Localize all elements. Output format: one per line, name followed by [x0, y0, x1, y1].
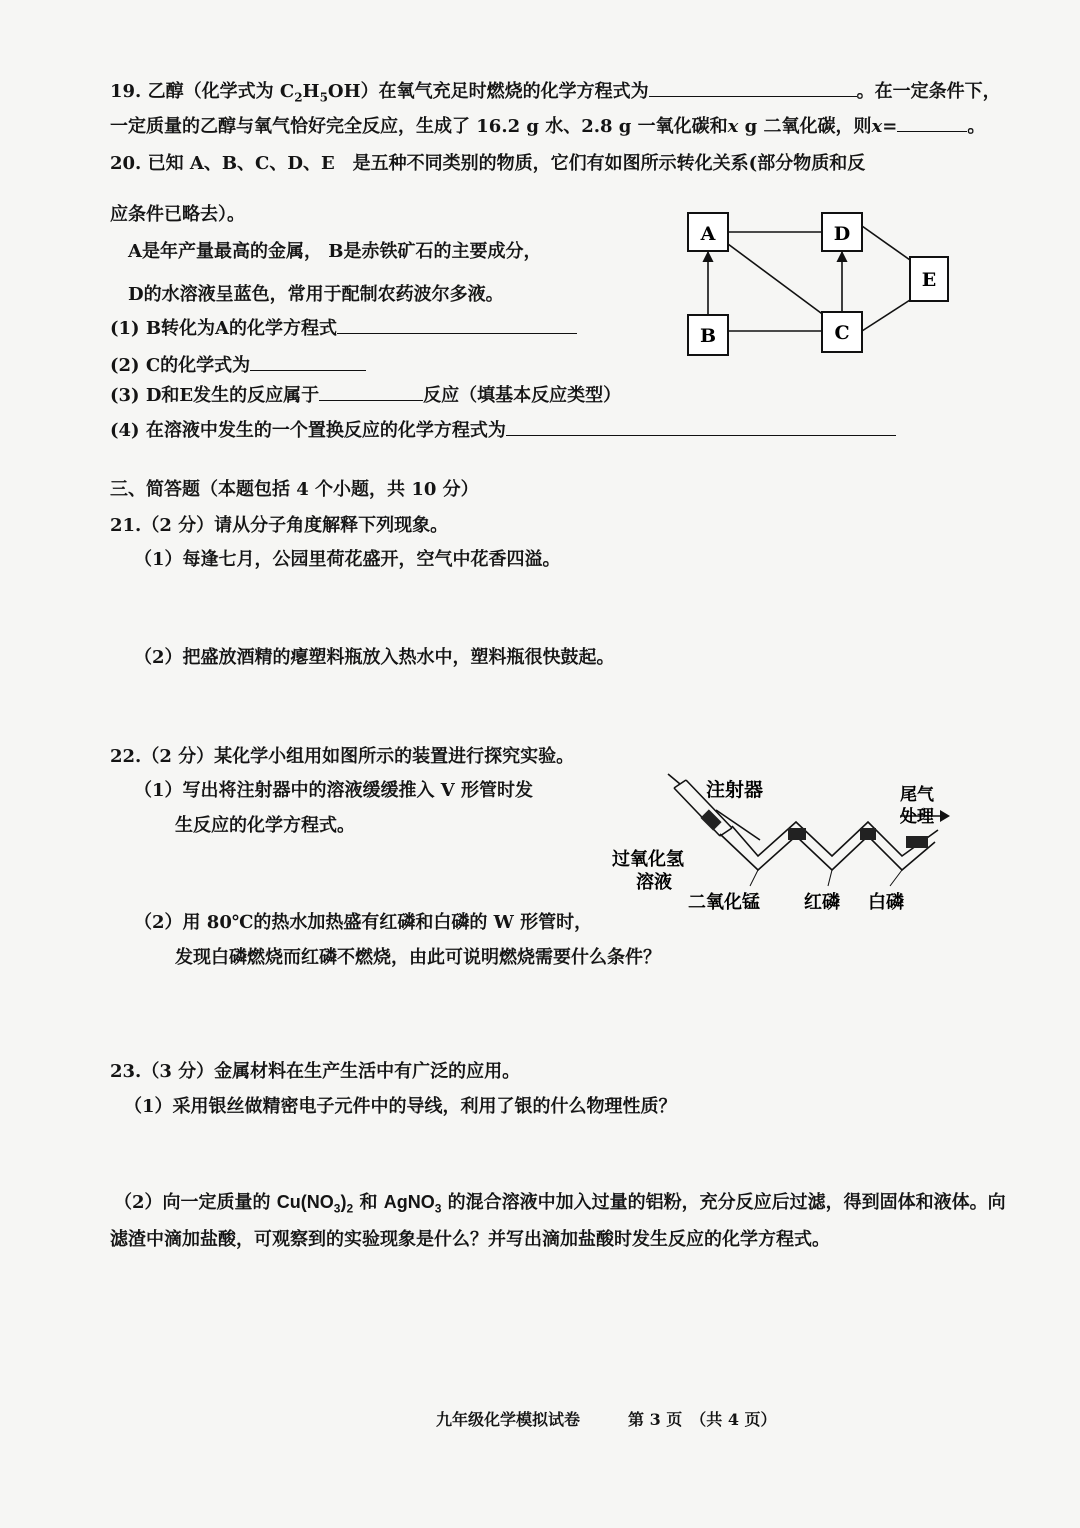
q20-part4-text: (4) 在溶液中发生的一个置换反应的化学方程式为	[110, 420, 506, 441]
edge-a-c	[728, 244, 825, 316]
formula-cu-nitrate: $Cu(NO_3)_2$	[276, 1192, 354, 1216]
leader-white-p	[890, 870, 902, 886]
q22-part2-b: 发现白磷燃烧而红磷不燃烧，由此可说明燃烧需要什么条件？	[175, 947, 661, 968]
q19-sub-b: 5	[319, 90, 328, 105]
q23-part2-text-b: 的混合溶液中加入过量的铝粉，充分反应后过滤，得到固体和液体。向	[441, 1192, 1006, 1213]
q19-blank-equation[interactable]	[649, 96, 857, 97]
q23-part2-line2: 滤渣中滴加盐酸，可观察到的实验现象是什么？并写出滴加盐酸时发生反应的化学方程式。	[110, 1229, 830, 1250]
footer-exam-name: 九年级化学模拟试卷	[436, 1410, 581, 1429]
q19-sub-a: 2	[294, 90, 303, 105]
q21-part1: （1）每逢七月，公园里荷花盛开，空气中花香四溢。	[134, 549, 561, 570]
label-tail-2: 处理	[900, 807, 934, 827]
mno2-plug	[788, 828, 806, 840]
q19-blank-x[interactable]	[897, 131, 967, 132]
label-tail-1: 尾气	[900, 785, 934, 805]
q20-part4	[110, 419, 896, 443]
edge-c-e	[862, 300, 910, 331]
label-red-p: 红磷	[804, 892, 840, 913]
q23-part2-text-a: （2）向一定质量的	[114, 1192, 277, 1213]
q20-line4: D的水溶液呈蓝色，常用于配制农药波尔多液。	[128, 284, 504, 305]
q19-text-d: 。在一定条件下，	[856, 81, 1001, 102]
node-b-label: B	[699, 325, 717, 347]
q20-relation-diagram	[680, 200, 970, 370]
leader-mno2	[750, 870, 758, 886]
q19-var-x-eq: x=	[871, 116, 898, 137]
q19-var-x: x	[727, 116, 739, 137]
q22-title: 22.（2 分）某化学小组用如图所示的装置进行探究实验。	[110, 746, 575, 767]
label-mno2: 二氧化锰	[688, 892, 760, 913]
q19-text-a: 19. 乙醇（化学式为 C	[110, 81, 295, 102]
q23-part1: （1）采用银丝做精密电子元件中的导线，利用了银的什么物理性质？	[124, 1096, 677, 1117]
edge-d-e	[862, 226, 910, 260]
label-white-p: 白磷	[868, 892, 904, 913]
formula-ag-nitrate: AgNO$_3$	[383, 1192, 442, 1216]
q23-part2-and: 和	[353, 1192, 384, 1213]
q22-apparatus-figure	[600, 770, 960, 920]
q19-text-2b: g 二氧化碳，则	[738, 116, 872, 137]
q20-part1-text: (1) B转化为A的化学方程式	[110, 318, 338, 339]
q19-text-b: H	[302, 81, 320, 102]
q19-text-end: 。	[967, 116, 986, 137]
section3-title: 三、简答题（本题包括 4 个小题，共 10 分）	[110, 479, 479, 500]
q20-line1: 20. 已知 A、B、C、D、E 是五种不同类别的物质，它们有如图所示转化关系(部分物质和反	[110, 153, 866, 174]
label-h2o2-1: 过氧化氢	[612, 849, 684, 870]
q20-part1	[110, 317, 577, 341]
q19-line1	[110, 80, 1001, 110]
label-h2o2-2: 溶液	[636, 872, 672, 893]
label-syringe: 注射器	[706, 779, 764, 801]
q22-part1-b: 生反应的化学方程式。	[175, 815, 355, 836]
node-c-label: C	[834, 322, 850, 344]
white-p-plug	[906, 836, 928, 848]
q23-part2-line1	[114, 1190, 1006, 1221]
q20-part2	[110, 354, 366, 378]
node-d-label: D	[833, 223, 851, 245]
footer-page-number: 第 3 页 （共 4 页）	[628, 1410, 777, 1429]
q21-title: 21.（2 分）请从分子角度解释下列现象。	[110, 515, 449, 536]
q23-title: 23.（3 分）金属材料在生产生活中有广泛的应用。	[110, 1061, 521, 1082]
leader-red-p	[828, 870, 832, 886]
q21-part2: （2）把盛放酒精的瘪塑料瓶放入热水中，塑料瓶很快鼓起。	[134, 647, 615, 668]
q20-line2: 应条件已略去）。	[110, 204, 245, 225]
q20-part3	[110, 384, 621, 408]
q20-blank-3[interactable]	[319, 400, 423, 401]
q20-blank-2[interactable]	[250, 370, 366, 371]
q20-part3-text-b: 反应（填基本反应类型）	[423, 385, 622, 406]
q22-part1-a: （1）写出将注射器中的溶液缓缓推入 V 形管时发	[134, 780, 534, 801]
q20-part2-text: (2) C的化学式为	[110, 355, 251, 376]
red-p-plug	[860, 828, 876, 840]
tail-gas-arrowhead	[940, 810, 950, 822]
q20-part3-text-a: (3) D和E发生的反应属于	[110, 385, 320, 406]
q19-text-2a: 一定质量的乙醇与氧气恰好完全反应，生成了 16.2 g 水、2.8 g 一氧化碳和	[110, 116, 728, 137]
node-a-label: A	[700, 223, 716, 245]
q19-line2	[110, 115, 985, 139]
q19-text-c: OH）在氧气充足时燃烧的化学方程式为	[327, 81, 649, 102]
node-e-label: E	[921, 269, 937, 291]
q22-part2-a: （2）用 80℃的热水加热盛有红磷和白磷的 W 形管时，	[134, 912, 593, 933]
q20-blank-1[interactable]	[337, 333, 577, 334]
q20-blank-4[interactable]	[506, 435, 896, 436]
q20-line3: A是年产量最高的金属， B是赤铁矿石的主要成分，	[128, 241, 542, 262]
